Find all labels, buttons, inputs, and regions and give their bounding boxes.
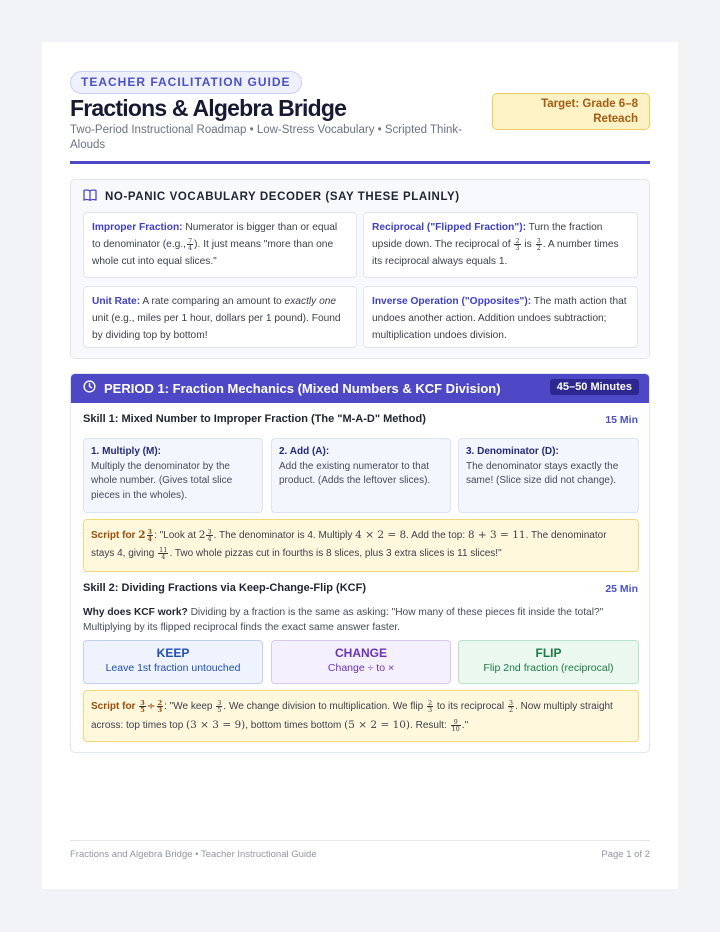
skill-2-time: 25 Min: [605, 583, 638, 595]
book-icon: [83, 189, 97, 204]
kcf-flip-box: [458, 640, 639, 684]
vocab-text: . A number times its reciprocal always equals 1.: [372, 239, 619, 267]
skill-1-time: 15 Min: [605, 414, 638, 426]
fraction-example: $\frac{7}{4}$: [188, 236, 193, 252]
vocab-text: Turn the fraction upside down. The reciprocal of: [372, 222, 603, 250]
guide-page: [42, 42, 678, 889]
vocabulary-heading-text: NO-PANIC VOCABULARY DECODER (SAY THESE PLAINLY): [105, 190, 460, 203]
skill-2-title: Skill 2: Dividing Fractions via Keep-Change-Flip (KCF): [83, 582, 366, 594]
target-badge: [492, 93, 650, 130]
step-denominator: [458, 438, 639, 513]
period-1-title: [83, 380, 501, 396]
vocab-emphasis: exactly one: [284, 296, 337, 307]
vocab-text: Numerator is bigger than or equal to denominator (e.g.,: [92, 222, 338, 250]
footer-divider: [70, 840, 650, 841]
skill-2-script: Script for $\frac{3}{5}$ ÷ $\frac{2}{3}$ : "We keep $\frac{3}{5}$ . We change division to multiplication. We flip $\frac{2}{3}$ to its reciprocal $\frac{3}{2}$ . Now multiply straight across: top times top (3 × 3 = 9), bottom times bottom (5 × 2 = 10). Result: $\frac{9}{10}$ .": [83, 690, 639, 742]
step-heading: 2. Add (A):: [279, 446, 330, 457]
kcf-change-box: [271, 640, 451, 684]
script-label: Script for $\frac{3}{5}$ ÷ $\frac{2}{3}$: [91, 698, 163, 714]
kcf-text: Leave 1st fraction untouched: [105, 662, 241, 674]
kcf-heading: CHANGE: [334, 646, 387, 660]
page-title: Fractions & Algebra Bridge: [70, 95, 347, 121]
step-add: [271, 438, 451, 513]
period-1-duration: 45–50 Minutes: [550, 379, 639, 395]
vocab-text: unit (e.g., miles per 1 hour, dollars per 1 pound). Found by dividing top by bottom!: [92, 313, 341, 341]
period-1-header: [71, 374, 649, 403]
kcf-why-text: Dividing by a fraction is the same as asking: "How many of these pieces fit inside the total?" Multiplying by its flipped reciprocal finds the exact same answer faster.: [83, 607, 604, 633]
kcf-keep-box: [83, 640, 263, 684]
step-text: The denominator stays exactly the same! (Slice size did not change).: [466, 460, 619, 486]
step-heading: 3. Denominator (D):: [466, 446, 559, 457]
fraction-example: $\frac{3}{2}$: [536, 236, 541, 252]
footer-title: Fractions and Algebra Bridge • Teacher Instructional Guide: [70, 849, 317, 860]
page-number: Page 1 of 2: [601, 849, 650, 860]
step-text: Add the existing numerator to that product. (Adds the leftover slices).: [279, 460, 431, 486]
step-multiply: [83, 438, 263, 513]
vocab-card-unit-rate: [83, 286, 357, 348]
vocab-text: The math action that undoes another action. Addition undoes subtraction; multiplication undoes division.: [372, 296, 627, 341]
vocab-term: Reciprocal ("Flipped Fraction"):: [372, 222, 526, 233]
vocab-term: Inverse Operation ("Opposites"):: [372, 296, 532, 307]
kcf-text: Flip 2nd fraction (reciprocal): [483, 662, 614, 674]
kcf-heading: KEEP: [156, 646, 190, 660]
target-grade: Target: Grade 6–8: [541, 98, 638, 110]
vocab-card-inverse-operation: [363, 286, 638, 348]
vocab-card-reciprocal: [363, 212, 638, 278]
vocabulary-heading: [83, 189, 460, 204]
skill-1-title: Skill 1: Mixed Number to Improper Fraction (The "M-A-D" Method): [83, 413, 426, 425]
vocab-term: Unit Rate:: [92, 296, 141, 307]
script-label: Script for 2 $\frac{3}{4}$: [91, 527, 153, 543]
kcf-why-label: Why does KCF work?: [83, 607, 188, 618]
fraction-example: $\frac{2}{3}$: [515, 236, 520, 252]
vocab-term: Improper Fraction:: [92, 222, 183, 233]
kcf-heading: FLIP: [535, 646, 562, 660]
step-text: Multiply the denominator by the whole number. (Gives total slice pieces in the wholes).: [91, 460, 233, 501]
target-type: Reteach: [593, 113, 638, 125]
header-divider: [70, 161, 650, 164]
vocab-card-improper-fraction: [83, 212, 357, 278]
vocabulary-decoder: [70, 179, 650, 359]
step-heading: 1. Multiply (M):: [91, 446, 161, 457]
skill-1-script: Script for 2 $\frac{3}{4}$ : "Look at 2 $\frac{3}{4}$ . The denominator is 4. Multiply 4 × 2 = 8. Add the top: 8 + 3 = 11. The denominator stays 4, giving $\frac{11}{4}$ . Two whole pizzas cut in fourths is 8 slices, plus 3 extra slices is 11 slices!": [83, 519, 639, 572]
kcf-text: Change ÷ to ×: [327, 662, 395, 674]
guide-badge: TEACHER FACILITATION GUIDE: [70, 71, 302, 94]
period-1-title-text: PERIOD 1: Fraction Mechanics (Mixed Numbers & KCF Division): [104, 380, 501, 396]
clock-icon: [83, 380, 96, 396]
vocab-text: is: [524, 239, 532, 250]
vocab-text: ). It just means "more than one whole cut into equal slices.": [92, 239, 334, 267]
period-1-section: [70, 373, 650, 753]
kcf-explanation: [83, 606, 639, 635]
vocab-text: A rate comparing an amount to: [142, 296, 282, 307]
page-subtitle: Two-Period Instructional Roadmap • Low-Stress Vocabulary • Scripted Think-Alouds: [70, 124, 462, 151]
